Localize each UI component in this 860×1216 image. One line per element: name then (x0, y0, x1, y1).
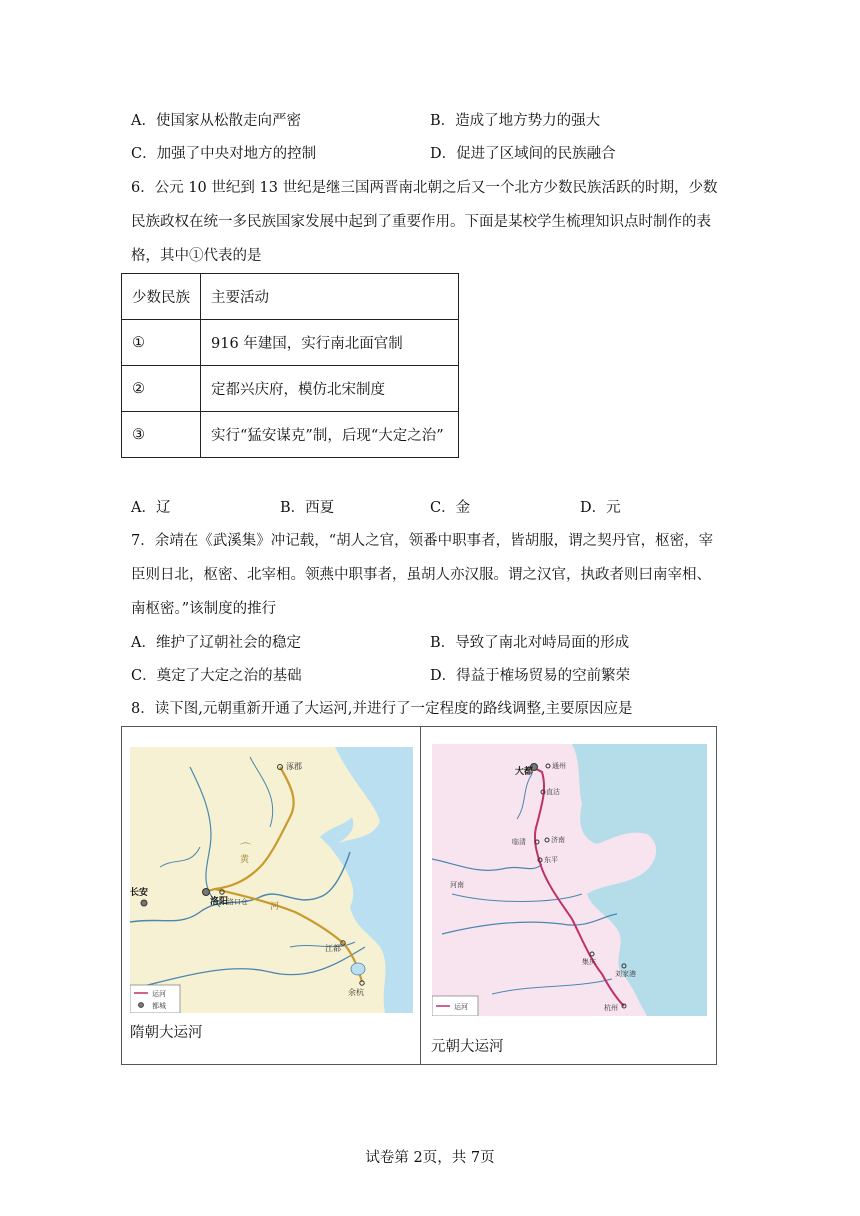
legend-capital-label: 都城 (152, 1002, 166, 1010)
sui-canal-map-box (121, 726, 421, 1065)
q6-option-a: A．辽 (131, 500, 171, 516)
q6-stem-line-2: 民族政权在统一多民族国家发展中起到了重要作用。下面是某校学生梳理知识点时制作的表 (131, 214, 711, 230)
table-cell: ① (122, 320, 201, 366)
label-dongping: 东平 (544, 856, 558, 864)
label-zhigu: 直沽 (546, 788, 560, 796)
label-henan: 河南 (450, 881, 464, 889)
table-row (122, 366, 459, 412)
q7-stem-line-1: 7．余靖在《武溪集》冲记载，“胡人之官，领番中职事者，皆胡服，谓之契丹官，枢密，宰 (131, 533, 714, 549)
label-dadu: 大都 (515, 767, 534, 777)
q7-stem-line-3: 南枢密。”该制度的推行 (131, 601, 277, 617)
q6-option-d: D．元 (580, 500, 621, 516)
label-jinan: 济南 (551, 836, 565, 844)
label-hangzhou: 杭州 (604, 1004, 618, 1012)
q8-stem: 8．读下图,元朝重新开通了大运河,并进行了一定程度的路线调整,主要原因应是 (131, 701, 633, 717)
table-cell: ③ (122, 412, 201, 458)
table-cell: 实行“猛安谋克”制，后现“大定之治” (201, 412, 459, 458)
table-row (122, 412, 459, 458)
q6-stem-line-1: 6．公元 10 世纪到 13 世纪是继三国两晋南北朝之后又一个北方少数民族活跃的时期，少数 (131, 180, 718, 196)
q6-option-c: C．金 (430, 500, 471, 516)
label-he: 河 (270, 902, 280, 912)
legend-canal-label: 运河 (152, 990, 166, 998)
label-liujiagang: 刘家港 (615, 970, 636, 978)
label-luokoucang: 洛口仓 (227, 898, 248, 906)
q6-stem-line-3: 格，其中①代表的是 (131, 248, 262, 264)
label-zhuojun: 涿郡 (286, 762, 302, 771)
table-header-activity: 主要活动 (201, 274, 459, 320)
q5-option-b: B．造成了地方势力的强大 (430, 113, 601, 129)
table-cell: ② (122, 366, 201, 412)
q7-option-c: C．奠定了大定之治的基础 (131, 668, 302, 684)
q7-stem-line-2: 臣则日北，枢密、北宰相。领燕中职事者，虽胡人亦汉服。谓之汉官，执政者则曰南宰相、 (131, 567, 711, 583)
table-header-row (122, 274, 459, 320)
q6-table (121, 273, 459, 458)
table-cell: 定都兴庆府，模仿北宋制度 (201, 366, 459, 412)
label-yuhang: 余杭 (348, 988, 364, 997)
q7-option-d: D．得益于榷场贸易的空前繁荣 (430, 668, 631, 684)
q5-option-d: D．促进了区域间的民族融合 (430, 146, 616, 162)
page-footer: 试卷第 2页，共 7页 (365, 1150, 495, 1166)
label-jiangdu: 江都 (325, 944, 341, 953)
q5-option-a: A．使国家从松散走向严密 (131, 113, 301, 129)
yuan-canal-map-box (420, 726, 717, 1065)
label-jiqing: 集庆 (582, 958, 596, 966)
yuan-canal-map (432, 744, 707, 1016)
label-huang: 黄 (240, 855, 250, 865)
label-tongzhou: 通州 (552, 762, 566, 770)
legend-canal-label: 运河 (454, 1003, 468, 1011)
label-linqing: 临清 (512, 838, 526, 846)
table-row (122, 320, 459, 366)
table-header-ethnic: 少数民族 (122, 274, 201, 320)
label-changan: 长安 (130, 888, 149, 898)
yuan-map-caption: 元朝大运河 (431, 1039, 504, 1055)
mountain-label: ⌒ (240, 842, 251, 855)
q7-option-a: A．维护了辽朝社会的稳定 (131, 635, 301, 651)
table-cell: 916 年建国，实行南北面官制 (201, 320, 459, 366)
q7-option-b: B．导致了南北对峙局面的形成 (430, 635, 630, 651)
label-luoyang: 洛阳 (210, 897, 229, 907)
q6-option-b: B．西夏 (280, 500, 335, 516)
sui-canal-map (130, 747, 413, 1013)
sui-map-caption: 隋朝大运河 (130, 1025, 203, 1041)
q5-option-c: C．加强了中央对地方的控制 (131, 146, 317, 162)
